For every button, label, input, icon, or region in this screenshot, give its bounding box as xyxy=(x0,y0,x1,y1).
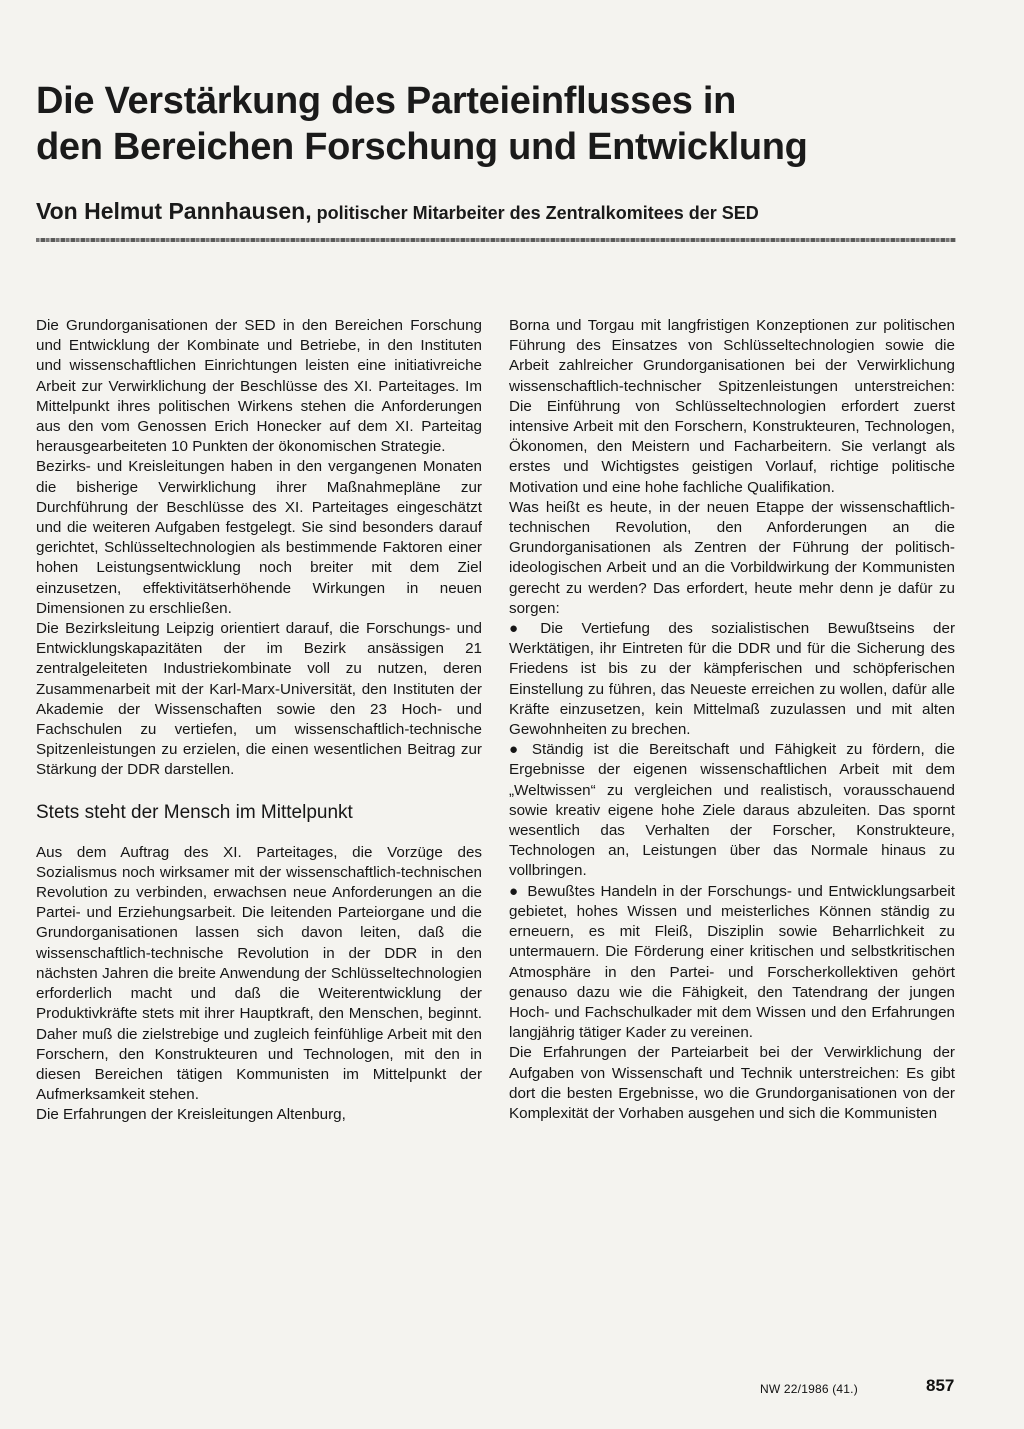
bullet-item-2 xyxy=(509,740,955,881)
right-paragraph-1: Borna und Torgau mit langfristigen Konzeptionen zur politischen Führung des Einsatzes von Schlüsseltechnologien sowie die Arbeit zahlreicher Grundorganisationen bei der Verwirklichung wissenschaftlich-technischer Spitzenleistungen unterstreichen: Die Einführung von Schlüsseltechnologien erfordert zuerst intensive Arbeit mit den Forschern, Konstrukteuren, Technologen, Ökonomen, den Meistern und Facharbeitern. Sie verlangt als erstes und Wichtigstes geistigen Vorlauf, richtige politische Motivation und eine hohe fachliche Qualifikation. xyxy=(509,317,955,496)
right-paragraph-2: Was heißt es heute, in der neuen Etappe der wissenschaftlich-technischen Revolution, den Anforderungen an die Grundorganisationen als Zentren der Führung der politisch-ideologischen Arbeit und an die Vorbildwirkung der Kommunisten gerecht zu werden? Das erfordert, heute mehr denn je dafür zu sorgen: xyxy=(509,498,955,617)
bullet-item-3 xyxy=(509,882,955,1044)
left-paragraph-3: Die Bezirksleitung Leipzig orientiert darauf, die Forschungs- und Entwicklungskapazitäten der im Bezirk ansässigen 21 zentralgeleiteten Industriekombinate voll zu nutzen, deren Zusammenarbeit mit der Karl-Marx-Universität, den Instituten der Akademie der Wissenschaften sowie den 23 Hoch- und Fachschulen zu vertiefen, um wissenschaftlich-technische Spitzenleistungen zu erzielen, die einen wesentlichen Beitrag zur Stärkung der DDR darstellen. xyxy=(36,620,482,779)
article-title xyxy=(36,78,996,170)
left-paragraph-5: Die Erfahrungen der Kreisleitungen Altenburg, xyxy=(36,1106,346,1124)
bullet-text-2: Ständig ist die Bereitschaft und Fähigkeit zu fördern, die Ergebnisse der eigenen wissenschaftlichen Arbeit mit dem „Weltwissen“ zu vergleichen und realistisch, vorausschauend sowie kreativ eigene hohe Ziele daraus abzuleiten. Das spornt wesentlich das Verhalten der Forscher, Konstrukteure, Technologen an, Leistungen über das Normale hinaus zu vollbringen. xyxy=(509,741,956,880)
bullet-item-1 xyxy=(509,619,955,740)
left-column xyxy=(36,316,482,1126)
left-paragraph-2: Bezirks- und Kreisleitungen haben in den vergangenen Monaten die bisherige Verwirklichung ihrer Maßnahmepläne zur Durchführung der Beschlüsse des XI. Parteitages eingeschätzt und die weiteren Aufgaben festgelegt. Sie sind besonders darauf gerichtet, Schlüsseltechnologien als bestimmende Faktoren einer hohen Leistungsentwicklung noch breiter mit dem Ziel einzusetzen, effektivitätserhöhende Wirkungen in neuen Dimensionen zu erschließen. xyxy=(36,458,482,617)
page-number: 857 xyxy=(926,1376,955,1395)
bullet-text-1: Die Vertiefung des sozialistischen Bewußtseins der Werktätigen, ihr Eintreten für die DDR und für die Sicherung des Friedens ist bis zu der kämpferischen und schöpferischen Einstellung zu führen, das Neueste erreichen zu wollen, dafür alle Kräfte einzusetzen, kein Mittelmaß zuzulassen und mit alten Gewohnheiten zu brechen. xyxy=(509,620,955,739)
left-paragraph-1: Die Grundorganisationen der SED in den Bereichen Forschung und Entwicklung der Kombinate und Betriebe, in den Instituten und wissenschaftlichen Einrichtungen leisten eine initiativreiche Arbeit zur Verwirklichung der Beschlüsse des XI. Parteitages. Im Mittelpunkt ihres politischen Wirkens stehen die Anforderungen aus den vom Genossen Erich Honecker auf dem XI. Parteitag herausgearbeiteten 10 Punkten der ökonomischen Strategie. xyxy=(36,317,482,456)
byline xyxy=(36,198,996,225)
title-line-2: den Bereichen Forschung und Entwicklung xyxy=(36,126,808,168)
issue-reference: NW 22/1986 (41.) xyxy=(760,1382,858,1396)
section-heading: Stets steht der Mensch im Mittelpunkt xyxy=(36,801,353,823)
right-paragraph-3: Die Erfahrungen der Parteiarbeit bei der Verwirklichung der Aufgaben von Wissenschaft und Technik unterstreichen: Es gibt dort die besten Ergebnisse, wo die Grundorganisationen von der Komplexität der Vorhaben ausgehen und sich die Kommunisten xyxy=(509,1044,955,1122)
right-column xyxy=(509,316,955,1124)
title-rule xyxy=(36,238,956,242)
bullet-text-3: Bewußtes Handeln in der Forschungs- und Entwicklungsarbeit gebietet, hohes Wissen und meisterliches Können ständig zu erneuern, es mit Fleiß, Disziplin sowie Beharrlichkeit zu untermauern. Die Förderung einer kritischen und selbstkritischen Atmosphäre in den Partei- und Forscherkollektiven gehört genauso dazu wie die Fähigkeit, den Tatendrang der jungen Hoch- und Fachschulkader mit dem Wissen und den Erfahrungen langjährig tätiger Kader zu vereinen. xyxy=(509,882,956,1042)
left-paragraph-4: Aus dem Auftrag des XI. Parteitages, die Vorzüge des Sozialismus noch wirksamer mit der wissenschaftlich-technischen Revolution zu verbinden, erwachsen neue Anforderungen an die Partei- und Erziehungsarbeit. Die leitenden Parteiorgane und die Grundorganisationen lassen sich davon leiten, daß die wissenschaftlich-technische Revolution in der DDR in den nächsten Jahren die breite Anwendung der Schlüsseltechnologien erforderlich macht und daß die Weiterentwicklung der Produktivkräfte stets mit ihrer Hauptkraft, den Menschen, beginnt. Daher muß die zielstrebige und zugleich feinfühlige Arbeit mit den Forschern, den Konstrukteuren und Technologen, mit den in diesen Bereichen tätigen Kommunisten im Mittelpunkt der Aufmerksamkeit stehen. xyxy=(36,843,482,1104)
byline-role: politischer Mitarbeiter des Zentralkomitees der SED xyxy=(311,203,759,223)
byline-author: Von Helmut Pannhausen, xyxy=(36,198,312,224)
title-line-1: Die Verstärkung des Parteieinflusses in xyxy=(36,80,737,122)
